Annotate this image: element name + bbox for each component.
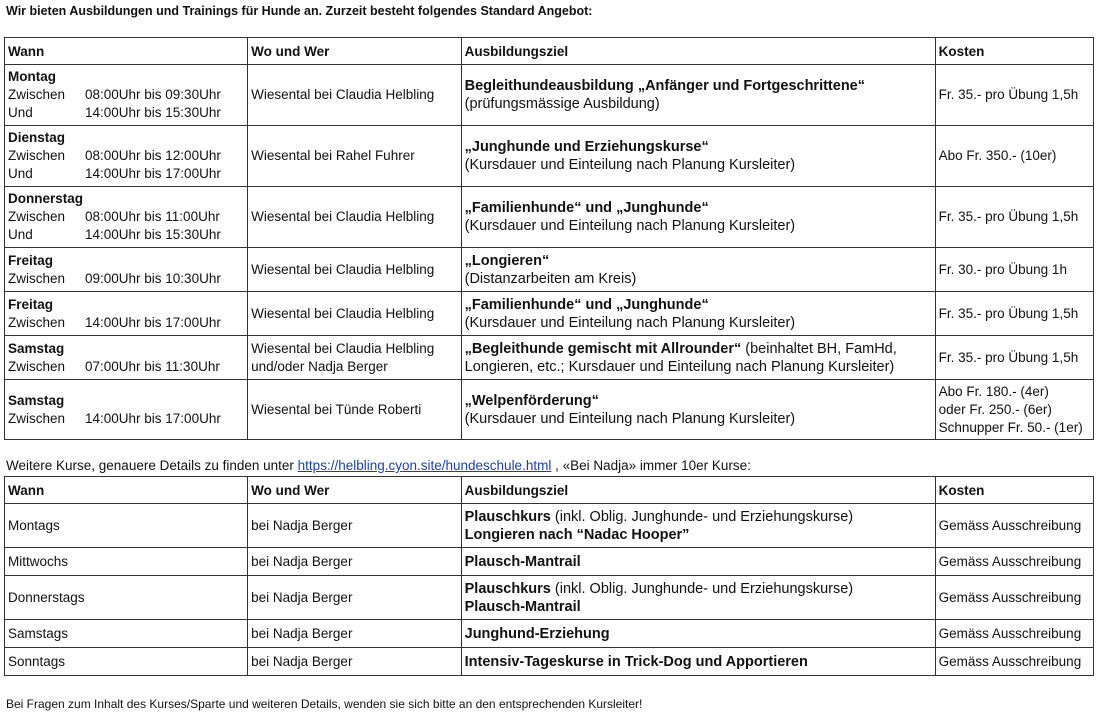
kosten-cell: Fr. 30.- pro Übung 1h: [935, 248, 1093, 292]
wann-cell: [5, 380, 248, 440]
ziel-cell: [461, 126, 935, 187]
wann-cell: [5, 187, 248, 248]
header-ausbildungsziel: Ausbildungsziel: [461, 477, 935, 504]
kosten-cell: Fr. 35.- pro Übung 1,5h: [935, 292, 1093, 336]
wo-cell: Wiesental bei Tünde Roberti: [248, 380, 462, 440]
wo-cell: bei Nadja Berger: [248, 620, 462, 648]
goal-note: (inkl. Oblig. Junghunde- und Erziehungskurse): [550, 580, 854, 597]
kosten-cell: Gemäss Ausschreibung: [935, 620, 1093, 648]
wo-cell: bei Nadja Berger: [248, 648, 462, 676]
goal-title: Plausch-Mantrail: [464, 553, 581, 570]
kosten-cell: Fr. 35.- pro Übung 1,5h: [935, 336, 1093, 380]
wo-cell: bei Nadja Berger: [248, 504, 462, 548]
ziel-cell: [461, 576, 935, 620]
more-courses-suffix: , «Bei Nadja» immer 10er Kurse:: [551, 458, 751, 473]
ziel-cell: [461, 548, 935, 576]
goal-title: Plauschkurs: [464, 580, 551, 597]
goal-title: Longieren nach “Nadac Hooper”: [464, 526, 690, 543]
ziel-cell: [461, 648, 935, 676]
table-row: [5, 620, 1094, 648]
wo-cell: Wiesental bei Claudia Helbling: [248, 248, 462, 292]
day-label: Dienstag: [8, 130, 66, 145]
day-label: Donnerstag: [8, 191, 84, 206]
time-prefix: Und: [8, 166, 33, 181]
wo-line: und/oder Nadja Berger: [251, 358, 388, 374]
time-prefix: Zwischen: [8, 270, 66, 286]
day-label: Samstag: [8, 340, 65, 356]
further-courses-table: [4, 476, 1094, 676]
time-prefix: Zwischen: [8, 87, 66, 102]
goal-title: „Familienhunde“ und „Junghunde“: [464, 200, 709, 216]
wann-cell: Samstags: [5, 620, 248, 648]
kosten-line: oder Fr. 250.- (6er): [938, 401, 1052, 417]
more-courses-text: [6, 458, 751, 473]
time-prefix: Zwischen: [8, 314, 66, 330]
goal-title: „Familienhunde“ und „Junghunde“: [464, 296, 709, 313]
wo-line: Wiesental bei Claudia Helbling: [251, 340, 435, 356]
time-range: 07:00Uhr bis 11:30Uhr: [85, 358, 220, 374]
wo-cell: bei Nadja Berger: [248, 576, 462, 620]
ziel-cell: [461, 65, 935, 126]
ziel-cell: [461, 248, 935, 292]
goal-title: „Junghunde und Erziehungskurse“: [464, 139, 709, 155]
goal-title: „Longieren“: [464, 252, 550, 269]
ziel-cell: [461, 336, 935, 380]
time-prefix: Zwischen: [8, 148, 66, 163]
kosten-line: Schnupper Fr. 50.- (1er): [938, 419, 1083, 435]
goal-note: (Kursdauer und Einteilung nach Planung Kursleiter): [464, 157, 796, 173]
kosten-cell: Fr. 35.- pro Übung 1,5h: [935, 65, 1093, 126]
goal-note: (Distanzarbeiten am Kreis): [464, 270, 637, 287]
kosten-cell: Fr. 35.- pro Übung 1,5h: [935, 187, 1093, 248]
goal-note: Longieren, etc.; Kursdauer und Einteilung nach Planung Kursleiter): [464, 358, 895, 375]
header-kosten: Kosten: [935, 38, 1093, 65]
table-row: [5, 292, 1094, 336]
time-range: 14:00Uhr bis 17:00Uhr: [85, 410, 221, 426]
intro-text: Wir bieten Ausbildungen und Trainings für Hunde an. Zurzeit besteht folgendes Standard Angebot:: [6, 4, 593, 18]
kosten-cell: Gemäss Ausschreibung: [935, 548, 1093, 576]
day-label: Freitag: [8, 252, 54, 268]
wann-cell: [5, 336, 248, 380]
time-prefix: Zwischen: [8, 209, 66, 224]
goal-title: Junghund-Erziehung: [464, 625, 610, 642]
header-kosten: Kosten: [935, 477, 1093, 504]
more-courses-prefix: Weitere Kurse, genauere Details zu finden unter: [6, 458, 298, 473]
day-label: Samstag: [8, 392, 65, 408]
wann-cell: Montags: [5, 504, 248, 548]
wo-cell: Wiesental bei Rahel Fuhrer: [248, 126, 462, 187]
table-row: [5, 548, 1094, 576]
time-range: 14:00Uhr bis 17:00Uhr: [85, 166, 221, 181]
table-row: [5, 648, 1094, 676]
table-header-row: [5, 38, 1094, 65]
standard-offer-table: [4, 37, 1094, 440]
table-row: [5, 576, 1094, 620]
time-range: 08:00Uhr bis 09:30Uhr: [85, 87, 221, 102]
goal-note: (Kursdauer und Einteilung nach Planung Kursleiter): [464, 410, 796, 427]
header-wann: Wann: [5, 38, 248, 65]
wo-cell: Wiesental bei Claudia Helbling: [248, 65, 462, 126]
goal-title: Plauschkurs: [464, 508, 551, 525]
goal-title: Plausch-Mantrail: [464, 598, 581, 615]
header-wo-und-wer: Wo und Wer: [248, 477, 462, 504]
goal-title: Intensiv-Tageskurse in Trick-Dog und Apportieren: [464, 653, 808, 670]
day-label: Freitag: [8, 296, 54, 312]
wann-cell: Donnerstags: [5, 576, 248, 620]
time-range: 14:00Uhr bis 15:30Uhr: [85, 227, 221, 242]
wann-cell: [5, 248, 248, 292]
kosten-cell: Gemäss Ausschreibung: [935, 648, 1093, 676]
wann-cell: [5, 65, 248, 126]
kosten-cell: [935, 380, 1093, 440]
goal-title: Begleithundeausbildung „Anfänger und Fortgeschrittene“: [464, 78, 865, 94]
goal-note: (Kursdauer und Einteilung nach Planung Kursleiter): [464, 218, 796, 234]
wann-cell: Sonntags: [5, 648, 248, 676]
table-row: [5, 504, 1094, 548]
goal-title: „Welpenförderung“: [464, 392, 599, 409]
goal-title: „Begleithunde gemischt mit Allrounder“: [464, 340, 742, 357]
kosten-cell: Gemäss Ausschreibung: [935, 576, 1093, 620]
wo-cell: Wiesental bei Claudia Helbling: [248, 187, 462, 248]
header-ausbildungsziel: Ausbildungsziel: [461, 38, 935, 65]
table-row: [5, 126, 1094, 187]
time-range: 14:00Uhr bis 17:00Uhr: [85, 314, 221, 330]
table-header-row: [5, 477, 1094, 504]
table-row: [5, 380, 1094, 440]
footer-note: Bei Fragen zum Inhalt des Kurses/Sparte und weiteren Details, wenden sie sich bitte an den entsprechenden Kursleiter!: [6, 697, 643, 711]
table-row: [5, 248, 1094, 292]
day-label: Montag: [8, 69, 56, 84]
wo-cell: [248, 336, 462, 380]
goal-title-tail: (beinhaltet BH, FamHd,: [741, 340, 897, 357]
ziel-cell: [461, 504, 935, 548]
wo-cell: Wiesental bei Claudia Helbling: [248, 292, 462, 336]
table-row: [5, 187, 1094, 248]
time-prefix: Und: [8, 105, 33, 120]
wann-cell: [5, 126, 248, 187]
time-prefix: Zwischen: [8, 358, 66, 374]
hundeschule-link[interactable]: https://helbling.cyon.site/hundeschule.html: [297, 458, 552, 473]
goal-note: (inkl. Oblig. Junghunde- und Erziehungskurse): [550, 508, 854, 525]
header-wo-und-wer: Wo und Wer: [248, 38, 462, 65]
kosten-line: Abo Fr. 180.- (4er): [938, 383, 1049, 399]
time-prefix: Zwischen: [8, 410, 66, 426]
ziel-cell: [461, 620, 935, 648]
ziel-cell: [461, 187, 935, 248]
table-row: [5, 65, 1094, 126]
ziel-cell: [461, 380, 935, 440]
ziel-cell: [461, 292, 935, 336]
table-row: [5, 336, 1094, 380]
goal-note: (prüfungsmässige Ausbildung): [464, 96, 660, 112]
time-range: 14:00Uhr bis 15:30Uhr: [85, 105, 221, 120]
header-wann: Wann: [5, 477, 248, 504]
wann-cell: Mittwochs: [5, 548, 248, 576]
time-range: 08:00Uhr bis 11:00Uhr: [85, 209, 220, 224]
time-range: 08:00Uhr bis 12:00Uhr: [85, 148, 221, 163]
kosten-cell: Abo Fr. 350.- (10er): [935, 126, 1093, 187]
time-range: 09:00Uhr bis 10:30Uhr: [85, 270, 221, 286]
wann-cell: [5, 292, 248, 336]
wo-cell: bei Nadja Berger: [248, 548, 462, 576]
kosten-cell: Gemäss Ausschreibung: [935, 504, 1093, 548]
time-prefix: Und: [8, 227, 33, 242]
goal-note: (Kursdauer und Einteilung nach Planung Kursleiter): [464, 314, 796, 331]
